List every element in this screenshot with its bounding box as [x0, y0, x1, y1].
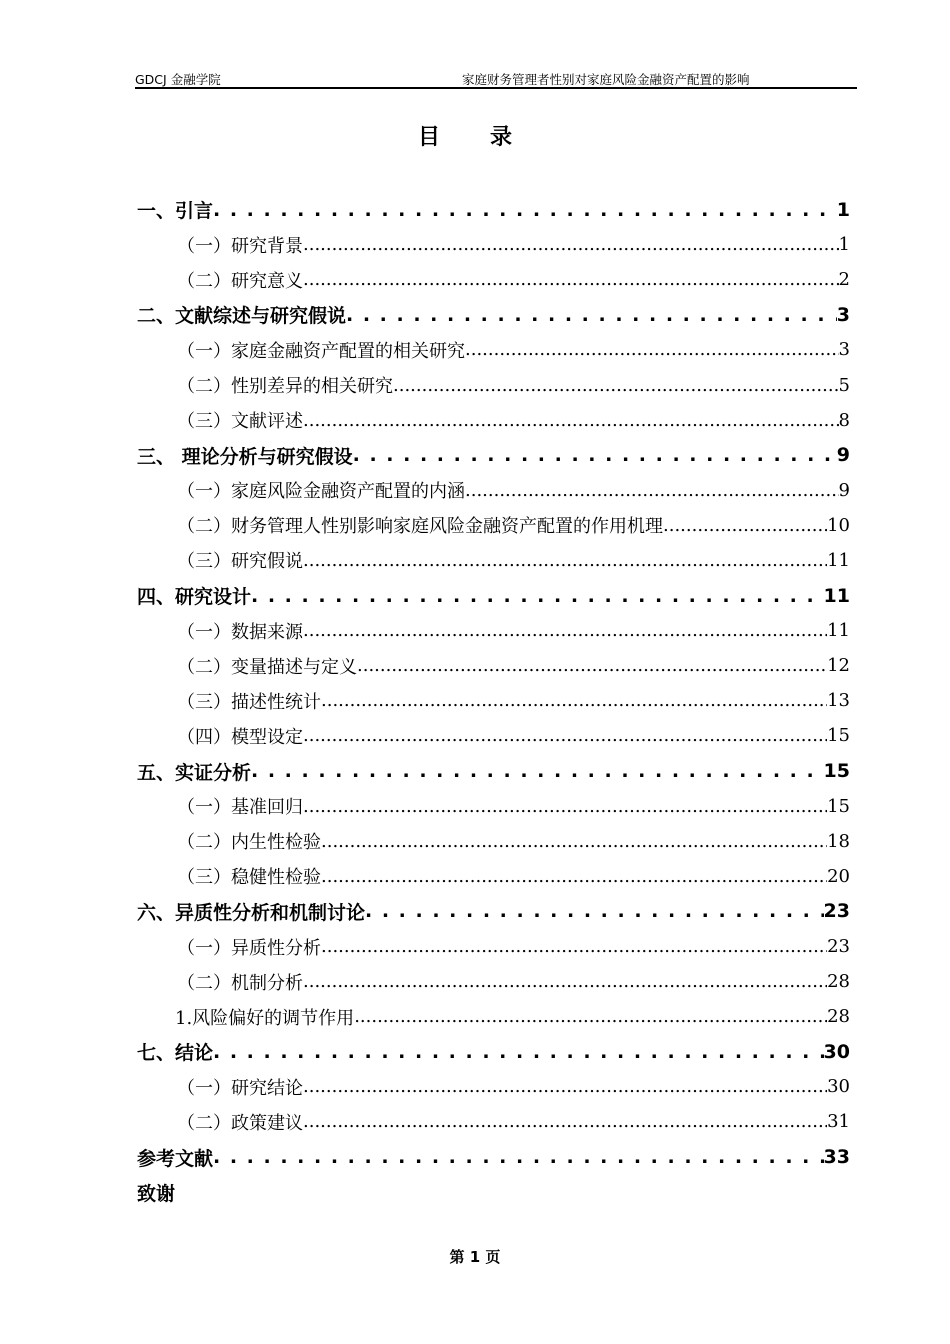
- toc-entry[interactable]: [137, 964, 850, 999]
- toc-entry-page: 11: [823, 584, 850, 607]
- toc-entry[interactable]: [137, 543, 850, 578]
- page-number: 第 1 页: [449, 1248, 501, 1266]
- dot-leader: [321, 690, 827, 711]
- dot-leader: [303, 796, 827, 817]
- toc-entry-title: （一）家庭金融资产配置的相关研究: [177, 340, 465, 362]
- toc-entry-title: 一、引言: [137, 200, 214, 223]
- toc-entry[interactable]: [137, 824, 850, 859]
- toc-entry-title: （二）变量描述与定义: [177, 656, 357, 678]
- toc-entry-page: 18: [827, 830, 850, 852]
- toc-entry-page: 13: [827, 690, 850, 712]
- toc-entry-title: （一）数据来源: [177, 621, 303, 643]
- toc-entry-title: （一）家庭风险金融资产配置的内涵: [177, 481, 465, 503]
- toc-entry-page: 20: [827, 865, 850, 887]
- toc-entry-title: （一）异质性分析: [177, 937, 321, 959]
- toc-entry[interactable]: [137, 683, 850, 718]
- dot-leader: [465, 339, 839, 360]
- dot-leader: [213, 1146, 824, 1168]
- toc-entry-page: 3: [836, 303, 850, 326]
- toc-entry-title: （二）性别差异的相关研究: [177, 376, 393, 398]
- dot-leader: [357, 655, 827, 676]
- dot-leader: [303, 725, 827, 746]
- toc-entry-page: 11: [827, 549, 850, 571]
- toc-entry-title: 七、结论: [137, 1042, 214, 1065]
- toc-entry-page: 30: [823, 1040, 850, 1063]
- toc-entry-title: （一）研究背景: [177, 235, 303, 257]
- toc-entry[interactable]: [137, 1034, 850, 1069]
- toc-entry-page: 5: [838, 374, 850, 396]
- dot-leader: [303, 1076, 827, 1097]
- dot-leader: [303, 971, 827, 992]
- toc-entry-title: 三、 理论分析与研究假设: [137, 445, 353, 468]
- toc-entry[interactable]: [137, 578, 850, 613]
- toc-entry[interactable]: [137, 227, 850, 262]
- dot-leader: [251, 760, 824, 782]
- toc-entry-page: 8: [838, 409, 850, 431]
- dot-leader: [303, 1111, 827, 1132]
- toc-entry[interactable]: [137, 1175, 850, 1210]
- dot-leader: [321, 831, 827, 852]
- page-header: [135, 70, 857, 89]
- dot-leader: [346, 304, 837, 326]
- toc-entry-page: 28: [827, 971, 850, 993]
- dot-leader: [251, 585, 824, 607]
- toc-entry[interactable]: [137, 894, 850, 929]
- dot-leader: [303, 269, 839, 290]
- toc-entry-title: （一）研究结论: [177, 1077, 303, 1099]
- toc-entry-page: 15: [827, 795, 850, 817]
- toc-entry-title: （二）财务管理人性别影响家庭风险金融资产配置的作用机理: [177, 516, 663, 538]
- toc-entry-title: 四、研究设计: [137, 586, 252, 609]
- toc-entry-title: 二、文献综述与研究假说: [137, 305, 347, 328]
- toc-entry-page: 15: [827, 725, 850, 747]
- toc-entry[interactable]: [137, 438, 850, 473]
- toc-entry[interactable]: [137, 648, 850, 683]
- toc-entry[interactable]: [137, 1069, 850, 1104]
- dot-leader: [321, 866, 827, 887]
- toc-entry[interactable]: [137, 1104, 850, 1139]
- page-title: 目录: [417, 124, 562, 150]
- toc-entry-page: 28: [827, 1006, 850, 1028]
- toc-entry[interactable]: [137, 754, 850, 789]
- dot-leader: [663, 515, 827, 536]
- toc-entry[interactable]: [137, 297, 850, 332]
- toc-entry[interactable]: [137, 473, 850, 508]
- toc-entry[interactable]: [137, 929, 850, 964]
- toc-entry-title: （二）内生性检验: [177, 832, 321, 854]
- toc-entry-page: 9: [836, 444, 850, 467]
- toc-entry-page: 9: [838, 479, 850, 501]
- toc-entry-title: 1.风险偏好的调节作用: [175, 1007, 355, 1029]
- dot-leader: [303, 550, 827, 571]
- dot-leader: [213, 1041, 824, 1063]
- toc-entry-page: 33: [823, 1146, 850, 1169]
- toc-entry-page: 12: [827, 655, 850, 677]
- toc-entry[interactable]: [137, 192, 850, 227]
- toc-entry-page: 23: [827, 936, 850, 958]
- toc-entry-page: 23: [823, 900, 850, 923]
- dot-leader: [353, 444, 837, 466]
- toc-entry-title: （二）机制分析: [177, 972, 303, 994]
- toc-entry-title: 参考文献: [137, 1147, 214, 1170]
- toc-entry-page: 1: [836, 198, 850, 221]
- toc-entry-page: 30: [827, 1076, 850, 1098]
- toc-entry[interactable]: [137, 262, 850, 297]
- dot-leader: [393, 375, 839, 396]
- toc-entry-title: （二）研究意义: [177, 270, 303, 292]
- toc-entry-title: 致谢: [137, 1182, 176, 1205]
- toc-entry-title: （二）政策建议: [177, 1112, 303, 1134]
- toc-entry-page: 1: [838, 234, 850, 256]
- toc-entry[interactable]: [137, 508, 850, 543]
- dot-leader: [303, 620, 827, 641]
- toc-entry-page: 15: [823, 760, 850, 783]
- toc-entry-page: 11: [827, 620, 850, 642]
- toc-entry-title: （三）文献评述: [177, 411, 303, 433]
- toc-entry[interactable]: [137, 789, 850, 824]
- dot-leader: [303, 410, 839, 431]
- dot-leader: [321, 936, 827, 957]
- header-left: GDCJ 金融学院: [135, 72, 221, 87]
- toc-entry[interactable]: [137, 403, 850, 438]
- header-right: 家庭财务管理者性别对家庭风险金融资产配置的影响: [462, 72, 750, 87]
- toc-entry[interactable]: [137, 367, 850, 402]
- toc-entry[interactable]: [137, 999, 850, 1034]
- toc-entry[interactable]: [137, 613, 850, 648]
- table-of-contents: [137, 192, 850, 1210]
- toc-entry-page: 3: [838, 339, 850, 361]
- toc-entry[interactable]: [137, 1140, 850, 1175]
- toc-entry-page: 2: [838, 269, 850, 291]
- toc-entry-title: （三）描述性统计: [177, 691, 321, 713]
- toc-entry-title: （四）模型设定: [177, 726, 303, 748]
- toc-entry[interactable]: [137, 859, 850, 894]
- dot-leader: [354, 1006, 827, 1027]
- toc-entry-title: （一）基准回归: [177, 797, 303, 819]
- toc-entry-title: 六、异质性分析和机制讨论: [137, 901, 366, 924]
- dot-leader: [465, 480, 839, 501]
- toc-entry-page: 31: [827, 1111, 850, 1133]
- toc-entry-title: （三）稳健性检验: [177, 867, 321, 889]
- dot-leader: [303, 234, 839, 255]
- toc-entry[interactable]: [137, 332, 850, 367]
- dot-leader: [213, 199, 837, 221]
- toc-entry-title: 五、实证分析: [137, 761, 252, 784]
- toc-entry-title: （三）研究假说: [177, 551, 303, 573]
- toc-entry-page: 10: [827, 514, 850, 536]
- toc-entry[interactable]: [137, 718, 850, 753]
- dot-leader: [365, 900, 824, 922]
